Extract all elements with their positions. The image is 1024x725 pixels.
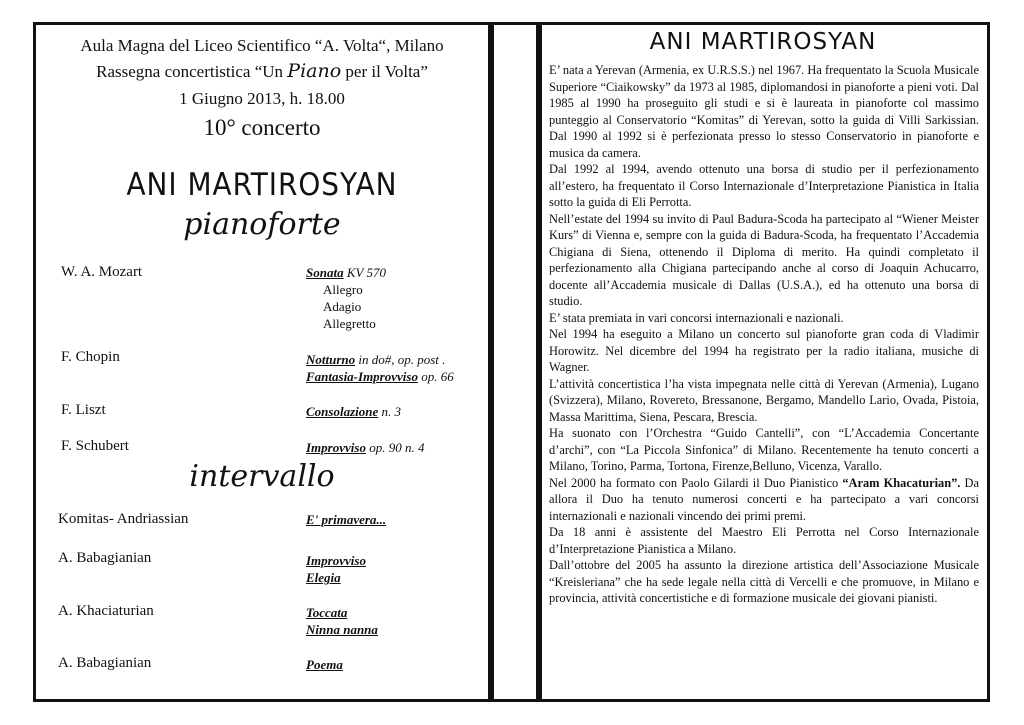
work-khaciaturian-2: Ninna nanna [306,622,378,637]
composer-schubert: F. Schubert [61,438,129,454]
bio-paragraph: Nel 1994 ha eseguito a Milano un concerto sul pianoforte gran coda di Vladimir Horowitz. Nel dicembre del 1994 ha registrato per la radio italiana, musiche di Wagner. [549,327,979,374]
work-babagianian-2: Elegia [306,570,341,585]
bio-paragraph: E’ stata premiata in vari concorsi internazionali e nazionali. [549,310,844,325]
work-babagianian-3: Poema [306,657,343,672]
work-chopin-1: Notturno in do#, op. post . [306,352,446,367]
series-line [36,60,488,82]
movement-3: Allegretto [323,316,376,331]
composer-babagianian-1: A. Babagianian [58,550,152,566]
bio-title: ANI MARTIROSYAN [649,29,877,55]
work-komitas: E' primavera... [306,512,387,527]
venue-line: Aula Magna del Liceo Scientifico “A. Volta“, Milano [80,36,444,55]
instrument: pianoforte [183,207,341,242]
bio-paragraph: Nell’estate del 1994 su invito di Paul Badura-Scoda ha partecipato al “Wiener Meister Kurs” di Vienna e, sempre con la guida di Badura-Scoda, ha frequentato l’Accademia Chigiana di Siena, ottenendo il Diploma di merito. Ha quindi completato il perfezionamento alla Chigiana partecipando anche al corso di Joaquin Achucarro, docente all’Accademia musicale di Dallas (U.S.A.), ed ha ottenuto una borsa di studio. [549,211,979,308]
work-khaciaturian-1: Toccata [306,605,348,620]
composer-khaciaturian: A. Khaciaturian [58,603,154,619]
bio-paragraph: Da 18 anni è assistente del Maestro Eli Perrotta nel Corso Internazionale d’Interpretazione Pianistica a Milano. [549,525,979,556]
series-script: Piano [287,60,342,82]
series-post: per il Volta” [345,62,428,81]
composer-babagianian-2: A. Babagianian [58,655,152,671]
bio-paragraph: Dall’ottobre del 2005 ha assunto la direzione artistica dell’Associazione Musicale “Kreisleriana” che ha sede legale nella città di Vercelli e che promuove, in Milano e provincia, attività concertistiche e di formazione musicale dei giovani pianisti. [549,558,979,605]
composer-mozart: W. A. Mozart [61,264,143,280]
bio-paragraph-duo: Nel 2000 ha formato con Paolo Gilardi il Duo Pianistico “Aram Khacaturian”. Da allora il Duo ha tenuto numerosi concerti e ha partecipato a vari concorsi internazionali e nazionali vincendo dei primi premi. [549,475,979,523]
work-mozart: Sonata KV 570 [306,265,386,280]
work-chopin-2: Fantasia-Improvviso op. 66 [306,369,454,384]
work-liszt: Consolazione n. 3 [306,404,401,419]
bio-panel [545,25,981,699]
bio-paragraph: E’ nata a Yerevan (Armenia, ex U.R.S.S.) nel 1967. Ha frequentato la Scuola Musicale Superiore “Ciaikowsky” da 1973 al 1985, diplomandosi in pianoforte a pieni voti. Dal 1985 al 1990 ha proseguito gli studi e si è laureata in pianoforte col massimo punteggio al Conservatorio “Komitas” di Yerevan, sotto la guida di Villi Sarkissian. Dal 1990 al 1992 si è perfezionata presso lo stesso Conservatorio in pianoforte e musica da camera. [549,63,979,160]
composer-chopin: F. Chopin [61,349,120,365]
concert-date: 1 Giugno 2013, h. 18.00 [179,89,345,108]
work-schubert: Improvviso op. 90 n. 4 [306,440,425,455]
movement-1: Allegro [323,282,363,297]
duo-name: “Aram Khacaturian”. [842,475,961,490]
composer-komitas: Komitas- Andriassian [58,511,189,527]
artist-name: ANI MARTIROSYAN [126,167,398,203]
bio-paragraph: L’attività concertistica l’ha vista impegnata nelle città di Yerevan (Armenia), Lugano (Svizzera), Milano, Rovereto, Bressanone, Bergamo, Mandello Lario, Ovada, Pistoia, Massa Marittima, Siena, Pescara, Brescia. [549,376,979,424]
bio-paragraph: Ha suonato con l’Orchestra “Guido Cantelli”, con “L’Accademia Concertante d’archi”, con “La Piccola Sinfonica” di Milano. Recentemente ha tenuto concerti a Milano, Torino, Parma, Tortona, Firenze,Belluno, Vicenza, Varallo. [549,426,979,473]
bio-text [549,62,979,607]
work-babagianian-1: Improvviso [306,553,366,568]
intermission: intervallo [189,459,335,494]
concert-number: 10° concerto [203,115,321,140]
fold-divider [488,25,542,699]
composer-liszt: F. Liszt [61,402,106,418]
program-panel [36,25,488,699]
series-pre: Rassegna concertistica “Un [96,62,284,81]
movement-2: Adagio [323,299,362,314]
bio-paragraph: Dal 1992 al 1994, avendo ottenuto una borsa di studio per il perfezionamento all’estero, ha frequentato il Corso Internazionale d’Interpretazione Pianistica in Italia sotto la guida di Eli Perrotta. [549,162,979,209]
